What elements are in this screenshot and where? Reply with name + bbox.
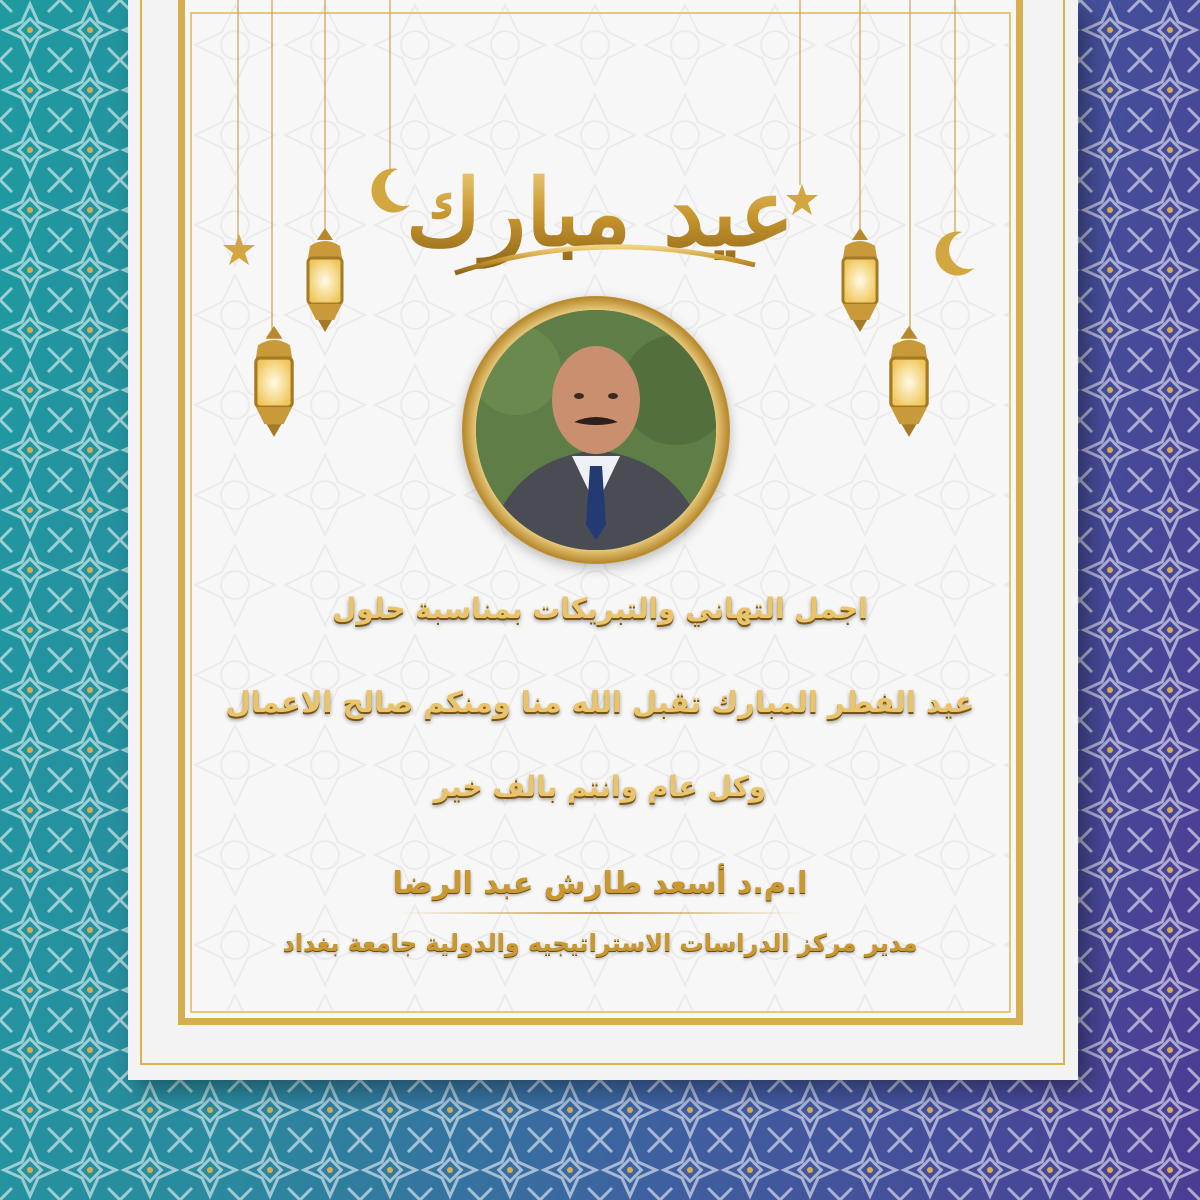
lantern-icon [833,228,887,333]
calligraphy-text: عيد مبارك [405,159,795,267]
star-icon [221,232,257,268]
crescent-icon [932,228,978,278]
greeting-line-2: عيد الفطر المبارك تقبل الله منا ومنكم صالح الاعمال [225,685,975,719]
lantern-icon [245,326,303,438]
eid-mubarak-calligraphy [395,105,805,295]
sender-name: ا.م.د أسعد طارش عبد الرضا [392,866,808,901]
name-divider [396,912,804,914]
portrait-photo [476,310,716,550]
sender-role: مدير مركز الدراسات الاستراتيجيه والدولية جامعة بغداد [282,929,918,957]
greeting-line-3: وكل عام وانتم بالف خير [433,770,767,803]
lantern-icon [298,228,352,333]
lantern-icon [880,326,938,438]
greeting-line-1: اجمل التهاني والتبريكات بمناسبة حلول [332,592,868,625]
